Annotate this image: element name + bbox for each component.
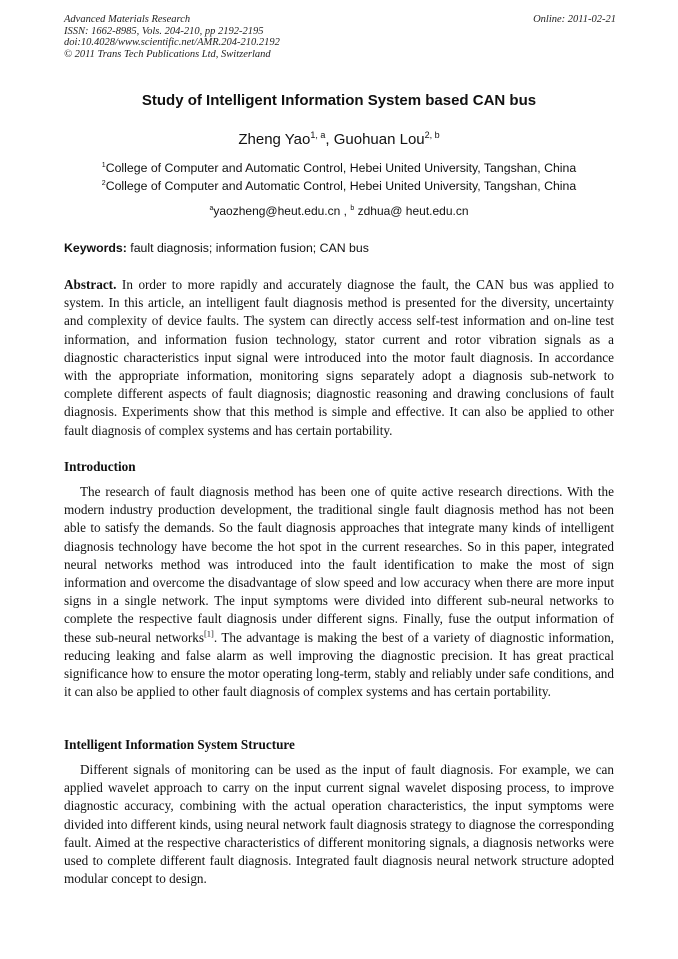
email-a-sup: a	[209, 205, 214, 212]
abstract-text: In order to more rapidly and accurately diagnose the fault, the CAN bus was applied to system. In this article, an intelligent fault diagnosis method is presented for the diversity, uncertainty and complexity of device faults. The system can directly access self-test information and on-line test information, and information fusion technology, stator current and rotor vibration signals as a diagnostic characteristics input signal were introduced into the motor fault diagnosis. In accordance with the appropriate information, monitoring signs separately adopt a diagnosis sub-network to complete different aspects of fault diagnosis; diagnostic reasoning and drawing conclusions of fault diagnosis. Experiments show that this method is simple and effective. It can also be applied to other fault diagnosis of complex systems and has certain portability.	[64, 277, 615, 438]
journal-issn: ISSN: 1662-8985, Vols. 204-210, pp 2192-2195	[64, 25, 264, 37]
paper-title: Study of Intelligent Information System based CAN bus	[141, 92, 537, 109]
citation-ref[interactable]: [1]	[203, 628, 214, 639]
author-1-name: Zheng Yao	[238, 131, 311, 148]
author-1-sup: 1, a	[310, 130, 326, 140]
affiliation-1-sup: 1	[101, 161, 106, 169]
journal-doi: doi:10.4028/www.scientific.net/AMR.204-210.2192	[64, 37, 280, 49]
intro-paragraph	[64, 483, 614, 701]
keywords	[64, 241, 369, 255]
section-2-text: Different signals of monitoring can be used as the input of fault diagnosis. For example, we can applied wavelet approach to carry on the input current signal wavelet disposing process, to improve diagnostic accuracy, combining with the actual operation characteristics, the input symptoms were divided into different kinds, using neural network fault diagnosis strategy to diagnose the corresponding fault. Aimed at the respective characteristics of different monitoring signals, a diagnosis networks were used to complete different fault diagnosis. Integrated fault diagnosis neural network structure adopted modular concept to design.	[64, 762, 614, 887]
email-b-sup: b	[350, 205, 355, 212]
abstract-label: Abstract.	[64, 277, 117, 292]
affiliation-2-text: College of Computer and Automatic Control, Hebei United University, Tangshan, China	[105, 179, 577, 193]
section-2-paragraph	[64, 761, 614, 888]
journal-name: Advanced Materials Research	[64, 14, 191, 25]
online-date: Online: 2011-02-21	[533, 14, 616, 25]
affiliation-2	[0, 179, 678, 193]
email-line	[0, 204, 678, 218]
intro-text-2: . The advantage is making the best of a variety of diagnostic information, reducing leaking and false alarm as well improving the diagnostic precision. It has great practical significance how to ensure the motor operating long-term, stably and reliably under safe conditions, and it can also be applied to other fault diagnosis of complex systems and has certain portability.	[64, 629, 614, 700]
author-line	[0, 130, 678, 148]
journal-header	[64, 14, 616, 60]
affiliation-2-sup: 2	[101, 179, 106, 187]
email-a[interactable]: yaozheng@heut.edu.cn ,	[213, 204, 347, 218]
intro-text-1: The research of fault diagnosis method has been one of quite active research directions. With the modern industry production development, the traditional single fault diagnosis method has not been able to satisfy the demands. So the fault diagnosis approaches that integrate many kinds of intelligent diagnosis technology have become the hot spot in the current researches. So in this paper, integrated neural networks method was introduced into the fault identification to make the most of sign information and overcome the disadvantage of slow speed and low accuracy when there are more input signs in a single network. The input symptoms were divided into different sub-neural networks to complete the respective fault diagnosis under different signs. Finally, fuse the output information of these sub-neural networks	[64, 484, 614, 645]
affiliation-1-text: College of Computer and Automatic Control, Hebei United University, Tangshan, China	[105, 161, 577, 175]
keywords-text: fault diagnosis; information fusion; CAN bus	[130, 241, 369, 255]
author-2-sup: 2, b	[424, 130, 440, 140]
journal-copyright: © 2011 Trans Tech Publications Ltd, Switzerland	[64, 48, 271, 60]
section-2-heading: Intelligent Information System Structure	[64, 737, 295, 752]
abstract	[64, 276, 614, 440]
author-2-name: Guohuan Lou	[333, 131, 425, 148]
affiliation-1	[0, 161, 678, 175]
author-separator: ,	[325, 131, 334, 148]
keywords-label: Keywords:	[64, 241, 127, 255]
intro-heading: Introduction	[64, 459, 136, 474]
email-b[interactable]: zdhua@ heut.edu.cn	[357, 204, 469, 218]
